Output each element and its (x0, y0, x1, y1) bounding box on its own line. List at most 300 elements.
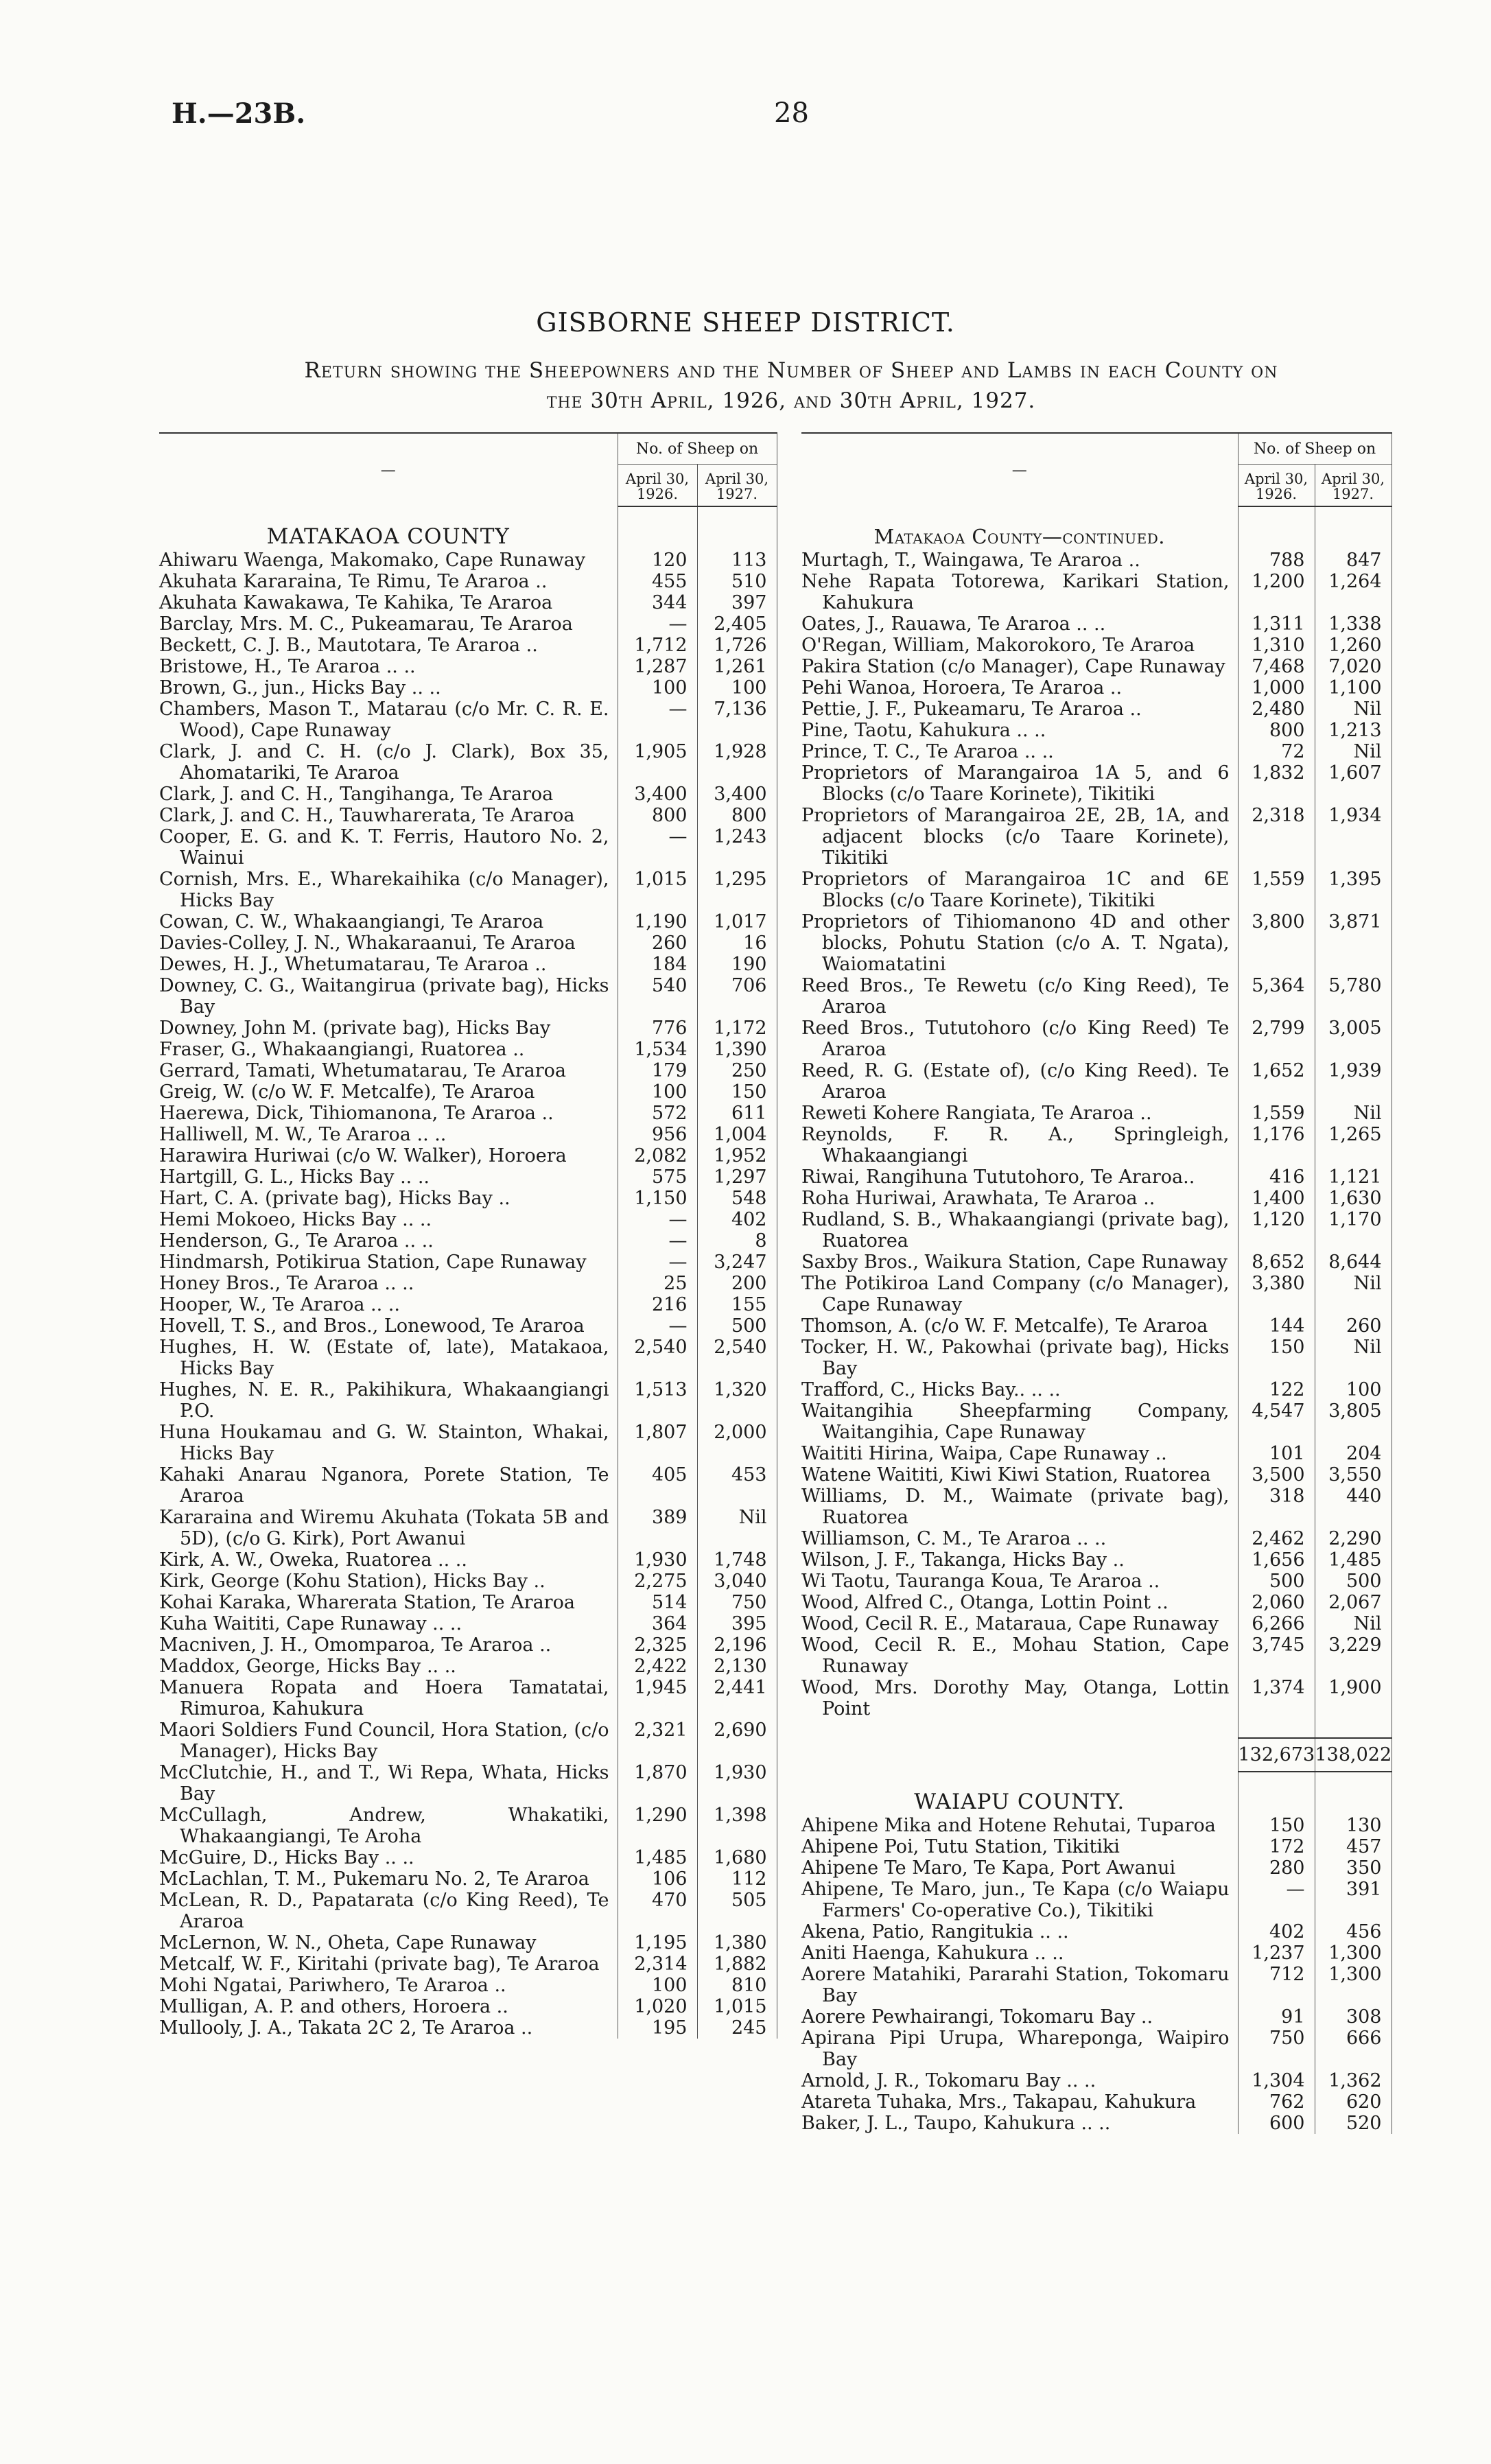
sheepowner-name: Akuhata Kararaina, Te Rimu, Te Araroa .. (159, 571, 548, 592)
table-row (159, 1613, 777, 1634)
sheepowner-name: Mullooly, J. A., Takata 2C 2, Te Araroa .. (159, 2017, 533, 2039)
left-sheep-table (159, 432, 777, 2039)
sheep-1926: 1,190 (618, 911, 697, 932)
table-row (159, 1081, 777, 1103)
table-row (159, 1273, 777, 1294)
sheep-1927: 505 (697, 1890, 777, 1932)
sheep-1927: 847 (1315, 550, 1392, 571)
sheep-1926: — (618, 1252, 697, 1273)
sheep-1927: 100 (1315, 1379, 1392, 1400)
sheep-1927: 1,213 (1315, 720, 1392, 741)
table-row (801, 1464, 1392, 1486)
sheepowner-name: Aniti Haenga, Kahukura .. .. (801, 1943, 1064, 1964)
table-row (801, 1571, 1392, 1592)
sheepowner-name: Oates, J., Rauawa, Te Araroa .. .. (801, 613, 1106, 635)
sheep-1927: 112 (697, 1868, 777, 1890)
sheep-1927: 1,015 (697, 1996, 777, 2017)
sheepowner-name: Pine, Taotu, Kahukura .. .. (801, 720, 1046, 741)
sheep-1927: Nil (1315, 741, 1392, 762)
table-row (159, 1166, 777, 1188)
table-row (801, 1613, 1392, 1634)
sheepowner-name: Ahiwaru Waenga, Makomako, Cape Runaway (159, 550, 586, 571)
sheep-1926: 100 (618, 1975, 697, 1996)
table-row (801, 2070, 1392, 2091)
matakaoa-rows-left (159, 550, 777, 2039)
right-column (801, 432, 1392, 2134)
table-row (159, 1103, 777, 1124)
sheepowner-name: Akena, Patio, Rangitukia .. .. (801, 1921, 1069, 1943)
district-title: GISBORNE SHEEP DISTRICT. (536, 307, 955, 338)
sheep-1926: 1,290 (618, 1805, 697, 1847)
sheep-1927: 7,020 (1315, 656, 1392, 677)
sheep-1927: 391 (1315, 1879, 1392, 1921)
sheep-1926: 172 (1238, 1836, 1315, 1857)
total-1927: 138,022 (1315, 1738, 1392, 1772)
sheepowner-name: McLernon, W. N., Oheta, Cape Runaway (159, 1932, 537, 1953)
sheepowner-name: McLachlan, T. M., Pukemaru No. 2, Te Araroa (159, 1868, 589, 1890)
sheepowner-name: The Potikiroa Land Company (c/o Manager), Cape Runaway (801, 1273, 1230, 1315)
sheep-1927: 1,952 (697, 1145, 777, 1166)
table-row (801, 720, 1392, 741)
sheep-1926: 1,485 (618, 1847, 697, 1868)
table-row (159, 1422, 777, 1464)
sheep-1927: Nil (697, 1507, 777, 1549)
sheepowner-name: Clark, J. and C. H., Tauwharerata, Te Araroa (159, 805, 575, 826)
table-row (159, 1762, 777, 1805)
sheepowner-name: Trafford, C., Hicks Bay.. .. .. (801, 1379, 1061, 1400)
sheep-1927: 1,934 (1315, 805, 1392, 869)
sheepowner-name: Akuhata Kawakawa, Te Kahika, Te Araroa (159, 592, 553, 613)
sheepowner-name: Wood, Alfred C., Otanga, Lottin Point .. (801, 1592, 1169, 1613)
sheepowner-name: Kahaki Anarau Nganora, Porete Station, Te Araroa (159, 1464, 609, 1507)
sheep-1927: 810 (697, 1975, 777, 1996)
sheepowner-name: Ahipene Poi, Tutu Station, Tikitiki (801, 1836, 1120, 1857)
sheep-1926: 1,015 (618, 869, 697, 911)
sheep-1927: 1,607 (1315, 762, 1392, 805)
sheepowner-name: Brown, G., jun., Hicks Bay .. .. (159, 677, 441, 699)
table-row (801, 1273, 1392, 1315)
sheepowner-name: Henderson, G., Te Araroa .. .. (159, 1230, 434, 1252)
return-subtitle (163, 355, 1419, 416)
sheep-1926: 500 (1238, 1571, 1315, 1592)
sheep-1926: 750 (1238, 2028, 1315, 2070)
table-row (801, 613, 1392, 635)
sheep-1926: — (618, 1209, 697, 1230)
sheep-1927: 100 (697, 677, 777, 699)
table-row (159, 1592, 777, 1613)
table-row (159, 954, 777, 975)
sheep-1926: 25 (618, 1273, 697, 1294)
sheepowner-name: Cooper, E. G. and K. T. Ferris, Hautoro No. 2, Wainui (159, 826, 609, 869)
sheep-1927: 1,100 (1315, 677, 1392, 699)
table-row (801, 2113, 1392, 2134)
table-row (159, 1975, 777, 1996)
sheepowner-name: Pettie, J. F., Pukeamaru, Te Araroa .. (801, 699, 1142, 720)
table-row (801, 1836, 1392, 1857)
sheepowner-name: Hughes, N. E. R., Pakihikura, Whakaangiangi P.O. (159, 1379, 609, 1422)
sheep-1927: 500 (1315, 1571, 1392, 1592)
sheep-1926: 1,304 (1238, 2070, 1315, 2091)
sheep-1926: 101 (1238, 1443, 1315, 1464)
sheep-1927: 1,680 (697, 1847, 777, 1868)
sheep-1926: 1,559 (1238, 1103, 1315, 1124)
sheep-1926: 260 (618, 932, 697, 954)
sheep-1926: 1,807 (618, 1422, 697, 1464)
sheepowner-name: Wood, Cecil R. E., Mataraua, Cape Runaway (801, 1613, 1219, 1634)
sheep-1926: 3,745 (1238, 1634, 1315, 1677)
table-row (159, 911, 777, 932)
sheep-1926: 455 (618, 571, 697, 592)
sheep-1926: 416 (1238, 1166, 1315, 1188)
table-row (159, 571, 777, 592)
sheep-1927: 113 (697, 550, 777, 571)
sheepowner-name: Ahipene Te Maro, Te Kapa, Port Awanui (801, 1857, 1176, 1879)
sheep-1926: 600 (1238, 2113, 1315, 2134)
sheep-1926: 364 (618, 1613, 697, 1634)
sheep-1926: 2,314 (618, 1953, 697, 1975)
sheep-1926: 100 (618, 677, 697, 699)
table-row (159, 1252, 777, 1273)
sheepowner-name: Reweti Kohere Rangiata, Te Araroa .. (801, 1103, 1152, 1124)
page-number: 28 (774, 97, 809, 129)
sheep-1926: 3,400 (618, 784, 697, 805)
table-row (159, 1337, 777, 1379)
sheepowner-name: Fraser, G., Whakaangiangi, Ruatorea .. (159, 1039, 525, 1060)
sheep-1926: 6,266 (1238, 1613, 1315, 1634)
sheepowner-name: Harawira Huriwai (c/o W. Walker), Horoera (159, 1145, 567, 1166)
sheep-1927: 1,300 (1315, 1964, 1392, 2006)
sheepowner-name: Aorere Pewhairangi, Tokomaru Bay .. (801, 2006, 1153, 2028)
sheep-count-group-header: No. of Sheep on (1238, 433, 1392, 465)
sheep-1926: 762 (1238, 2091, 1315, 2113)
sheep-1926: 1,374 (1238, 1677, 1315, 1720)
table-row (159, 1315, 777, 1337)
sheep-1927: Nil (1315, 1273, 1392, 1315)
page-reference: H.—23B. (172, 97, 306, 130)
sheep-1927: 2,690 (697, 1720, 777, 1762)
sheep-1926: 800 (618, 805, 697, 826)
sheep-1927: 5,780 (1315, 975, 1392, 1018)
sheepowner-name: Greig, W. (c/o W. F. Metcalfe), Te Araroa (159, 1081, 535, 1103)
sheep-1926: 179 (618, 1060, 697, 1081)
table-row (801, 1337, 1392, 1379)
sheep-1927: 3,871 (1315, 911, 1392, 975)
table-row (801, 1677, 1392, 1720)
sheep-1927: 1,726 (697, 635, 777, 656)
sheep-1927: 1,362 (1315, 2070, 1392, 2091)
sheepowner-name: Gerrard, Tamati, Whetumatarau, Te Araroa (159, 1060, 566, 1081)
table-row (801, 550, 1392, 571)
table-row (159, 869, 777, 911)
sheep-1927: 2,405 (697, 613, 777, 635)
table-row (159, 1379, 777, 1422)
table-row (801, 1315, 1392, 1337)
sheepowner-name: Kuha Waititi, Cape Runaway .. .. (159, 1613, 462, 1634)
sheep-1927: 706 (697, 975, 777, 1018)
table-row (801, 1188, 1392, 1209)
sheepowner-name: Pakira Station (c/o Manager), Cape Runaway (801, 656, 1225, 677)
name-column-header: — (801, 433, 1238, 506)
sheep-1926: 1,120 (1238, 1209, 1315, 1252)
sheep-1927: 2,290 (1315, 1528, 1392, 1549)
sheep-1927: 3,400 (697, 784, 777, 805)
table-row (159, 2017, 777, 2039)
sheep-1926: 150 (1238, 1815, 1315, 1836)
table-row (801, 741, 1392, 762)
sheep-1926: 2,082 (618, 1145, 697, 1166)
sheep-1926: 1,176 (1238, 1124, 1315, 1166)
table-row (801, 1964, 1392, 2006)
table-row (801, 805, 1392, 869)
sheep-1926: 120 (618, 550, 697, 571)
sheep-1926: 712 (1238, 1964, 1315, 2006)
sheepowner-name: Cornish, Mrs. E., Wharekaihika (c/o Manager), Hicks Bay (159, 869, 609, 911)
sheep-1927: 1,260 (1315, 635, 1392, 656)
matakaoa-total-row (801, 1738, 1392, 1772)
sheepowner-name: Arnold, J. R., Tokomaru Bay .. .. (801, 2070, 1096, 2091)
sheepowner-name: Thomson, A. (c/o W. F. Metcalfe), Te Araroa (801, 1315, 1208, 1337)
sheep-1927: 308 (1315, 2006, 1392, 2028)
sheep-1926: 5,364 (1238, 975, 1315, 1018)
sheepowner-name: Atareta Tuhaka, Mrs., Takapau, Kahukura (801, 2091, 1197, 2113)
table-row (159, 1294, 777, 1315)
sheepowner-name: Maddox, George, Hicks Bay .. .. (159, 1656, 456, 1677)
table-row (801, 1103, 1392, 1124)
sheep-1926: 3,800 (1238, 911, 1315, 975)
table-row (159, 1464, 777, 1507)
table-row (801, 1379, 1392, 1400)
sheep-1926: 72 (1238, 741, 1315, 762)
sheepowner-name: Reynolds, F. R. A., Springleigh, Whakaangiangi (801, 1124, 1230, 1166)
table-row (159, 1868, 777, 1890)
table-row (159, 1890, 777, 1932)
name-column-header: — (159, 433, 618, 506)
sheep-1926: 1,311 (1238, 613, 1315, 635)
table-row (159, 975, 777, 1018)
sheep-1927: 155 (697, 1294, 777, 1315)
sheepowner-name: Hart, C. A. (private bag), Hicks Bay .. (159, 1188, 510, 1209)
sheepowner-name: O'Regan, William, Makorokoro, Te Araroa (801, 635, 1195, 656)
sheep-1926: 1,020 (618, 1996, 697, 2017)
table-row (801, 1879, 1392, 1921)
table-row (159, 1571, 777, 1592)
sheep-1927: Nil (1315, 1613, 1392, 1634)
table-row (801, 1943, 1392, 1964)
table-row (159, 1847, 777, 1868)
sheep-1927: 150 (697, 1081, 777, 1103)
table-row (159, 826, 777, 869)
table-row (801, 1209, 1392, 1252)
sheep-1927: 1,398 (697, 1805, 777, 1847)
sheepowner-name: Apirana Pipi Urupa, Whareponga, Waipiro Bay (801, 2028, 1230, 2070)
col-header-1927: April 30, 1927. (697, 465, 777, 507)
sheep-1926: 956 (618, 1124, 697, 1145)
sheepowner-name: Beckett, C. J. B., Mautotara, Te Araroa .. (159, 635, 538, 656)
sheep-1926: 2,321 (618, 1720, 697, 1762)
sheep-1926: 195 (618, 2017, 697, 2039)
table-row (159, 1932, 777, 1953)
waiapu-rows (801, 1815, 1392, 2134)
sheepowner-name: Honey Bros., Te Araroa .. .. (159, 1273, 414, 1294)
sheepowner-name: Reed, R. G. (Estate of), (c/o King Reed). Te Araroa (801, 1060, 1230, 1103)
sheep-1926: 402 (1238, 1921, 1315, 1943)
sheep-1927: 1,121 (1315, 1166, 1392, 1188)
table-row (159, 1507, 777, 1549)
sheep-1926: 1,150 (618, 1188, 697, 1209)
sheep-1926: 1,200 (1238, 571, 1315, 613)
sheep-1926: 800 (1238, 720, 1315, 741)
sheep-1927: 750 (697, 1592, 777, 1613)
sheep-1926: 2,799 (1238, 1018, 1315, 1060)
sheep-1926: 1,237 (1238, 1943, 1315, 1964)
sheep-1927: 3,805 (1315, 1400, 1392, 1443)
sheep-1926: 1,656 (1238, 1549, 1315, 1571)
sheepowner-name: Hartgill, G. L., Hicks Bay .. .. (159, 1166, 430, 1188)
sheep-1927: 130 (1315, 1815, 1392, 1836)
sheep-1927: 3,247 (697, 1252, 777, 1273)
sheepowner-name: McCullagh, Andrew, Whakatiki, Whakaangiangi, Te Aroha (159, 1805, 609, 1847)
sheepowner-name: Downey, C. G., Waitangirua (private bag), Hicks Bay (159, 975, 609, 1018)
sheepowner-name: Murtagh, T., Waingawa, Te Araroa .. (801, 550, 1140, 571)
sheep-1927: 2,540 (697, 1337, 777, 1379)
sheep-1926: — (618, 613, 697, 635)
sheepowner-name: Kirk, A. W., Oweka, Ruatorea .. .. (159, 1549, 467, 1571)
sheep-1927: 620 (1315, 2091, 1392, 2113)
sheep-1927: 510 (697, 571, 777, 592)
sheep-1927: 260 (1315, 1315, 1392, 1337)
sheep-1926: 1,712 (618, 635, 697, 656)
sheep-1926: 1,652 (1238, 1060, 1315, 1103)
sheep-1926: 2,422 (618, 1656, 697, 1677)
sheep-1927: 1,380 (697, 1932, 777, 1953)
sheep-1927: 1,748 (697, 1549, 777, 1571)
sheep-1927: 1,170 (1315, 1209, 1392, 1252)
sheep-1926: 1,559 (1238, 869, 1315, 911)
sheep-1927: 395 (697, 1613, 777, 1634)
table-row (801, 571, 1392, 613)
table-row (159, 784, 777, 805)
sheepowner-name: Waititi Hirina, Waipa, Cape Runaway .. (801, 1443, 1167, 1464)
sheep-1926: 344 (618, 592, 697, 613)
sheepowner-name: Williamson, C. M., Te Araroa .. .. (801, 1528, 1107, 1549)
sheep-1927: 440 (1315, 1486, 1392, 1528)
table-row (159, 677, 777, 699)
sheep-1926: 144 (1238, 1315, 1315, 1337)
table-row (159, 805, 777, 826)
table-row (159, 932, 777, 954)
table-row (801, 1549, 1392, 1571)
sheepowner-name: Mulligan, A. P. and others, Horoera .. (159, 1996, 508, 2017)
sheepowner-name: Baker, J. L., Taupo, Kahukura .. .. (801, 2113, 1111, 2134)
subtitle-line-1: Return showing the Sheepowners and the Number of Sheep and Lambs in each County on (304, 358, 1278, 383)
sheepowner-name: Bristowe, H., Te Araroa .. .. (159, 656, 416, 677)
table-row (159, 1677, 777, 1720)
total-1926: 132,673 (1238, 1738, 1315, 1772)
sheepowner-name: Davies-Colley, J. N., Whakaraanui, Te Araroa (159, 932, 576, 954)
sheepowner-name: Waitangihia Sheepfarming Company, Waitangihia, Cape Runaway (801, 1400, 1230, 1443)
col-header-1926: April 30, 1926. (618, 465, 697, 507)
table-row (801, 1486, 1392, 1528)
sheepowner-name: Wilson, J. F., Takanga, Hicks Bay .. (801, 1549, 1125, 1571)
sheep-1927: 204 (1315, 1443, 1392, 1464)
table-row (801, 1921, 1392, 1943)
sheepowner-name: Chambers, Mason T., Matarau (c/o Mr. C. R. E. Wood), Cape Runaway (159, 699, 609, 741)
sheep-1927: 8,644 (1315, 1252, 1392, 1273)
sheep-1926: 389 (618, 1507, 697, 1549)
table-row (159, 1124, 777, 1145)
sheep-1926: 2,318 (1238, 805, 1315, 869)
sheep-1927: 500 (697, 1315, 777, 1337)
sheep-1926: 216 (618, 1294, 697, 1315)
sheep-1926: 280 (1238, 1857, 1315, 1879)
table-row (801, 1528, 1392, 1549)
sheepowner-name: Proprietors of Tihiomanono 4D and other blocks, Pohutu Station (c/o A. T. Ngata), Waiomatatini (801, 911, 1230, 975)
matakaoa-continued-heading: Matakaoa County—continued. (873, 525, 1165, 548)
table-row (801, 975, 1392, 1018)
sheep-1927: 3,005 (1315, 1018, 1392, 1060)
sheep-1926: — (618, 1315, 697, 1337)
table-row (159, 592, 777, 613)
sheep-1926: — (618, 699, 697, 741)
sheep-1927: 2,441 (697, 1677, 777, 1720)
sheep-1927: 1,004 (697, 1124, 777, 1145)
sheepowner-name: Reed Bros., Tututohoro (c/o King Reed) Te Araroa (801, 1018, 1230, 1060)
sheepowner-name: Wi Taotu, Tauranga Koua, Te Araroa .. (801, 1571, 1160, 1592)
table-row (159, 656, 777, 677)
sheep-1926: 788 (1238, 550, 1315, 571)
right-sheep-table (801, 432, 1392, 2134)
table-row (801, 635, 1392, 656)
sheep-1926: 776 (618, 1018, 697, 1039)
sheep-1926: 1,930 (618, 1549, 697, 1571)
sheepowner-name: Hovell, T. S., and Bros., Lonewood, Te Araroa (159, 1315, 585, 1337)
sheep-1926: 1,870 (618, 1762, 697, 1805)
table-row (159, 1805, 777, 1847)
table-row (159, 1953, 777, 1975)
sheep-1927: 1,939 (1315, 1060, 1392, 1103)
table-row (801, 677, 1392, 699)
sheep-1926: 7,468 (1238, 656, 1315, 677)
col-header-1927: April 30, 1927. (1315, 465, 1392, 507)
sheep-1926: — (1238, 1879, 1315, 1921)
sheep-1927: 2,196 (697, 1634, 777, 1656)
sheep-1926: 572 (618, 1103, 697, 1124)
sheep-1927: 7,136 (697, 699, 777, 741)
sheep-1927: 200 (697, 1273, 777, 1294)
sheep-1927: 1,264 (1315, 571, 1392, 613)
sheep-1927: 1,320 (697, 1379, 777, 1422)
table-row (801, 2006, 1392, 2028)
sheep-1927: 453 (697, 1464, 777, 1507)
table-row (159, 1060, 777, 1081)
sheep-1926: 540 (618, 975, 697, 1018)
table-row (159, 1188, 777, 1209)
sheepowner-name: Pehi Wanoa, Horoera, Te Araroa .. (801, 677, 1123, 699)
sheep-1926: 3,380 (1238, 1273, 1315, 1315)
table-row (801, 869, 1392, 911)
sheep-1926: 3,500 (1238, 1464, 1315, 1486)
sheepowner-name: Mohi Ngatai, Pariwhero, Te Araroa .. (159, 1975, 506, 1996)
sheepowner-name: Roha Huriwai, Arawhata, Te Araroa .. (801, 1188, 1155, 1209)
sheep-1927: Nil (1315, 1103, 1392, 1124)
sheep-1927: 3,550 (1315, 1464, 1392, 1486)
waiapu-county-heading: WAIAPU COUNTY. (914, 1790, 1125, 1814)
sheepowner-name: Proprietors of Marangairoa 2E, 2B, 1A, and adjacent blocks (c/o Taare Korinete), Tikitiki (801, 805, 1230, 869)
sheep-1927: 1,485 (1315, 1549, 1392, 1571)
table-row (801, 1443, 1392, 1464)
table-row (159, 1634, 777, 1656)
table-row (801, 1634, 1392, 1677)
